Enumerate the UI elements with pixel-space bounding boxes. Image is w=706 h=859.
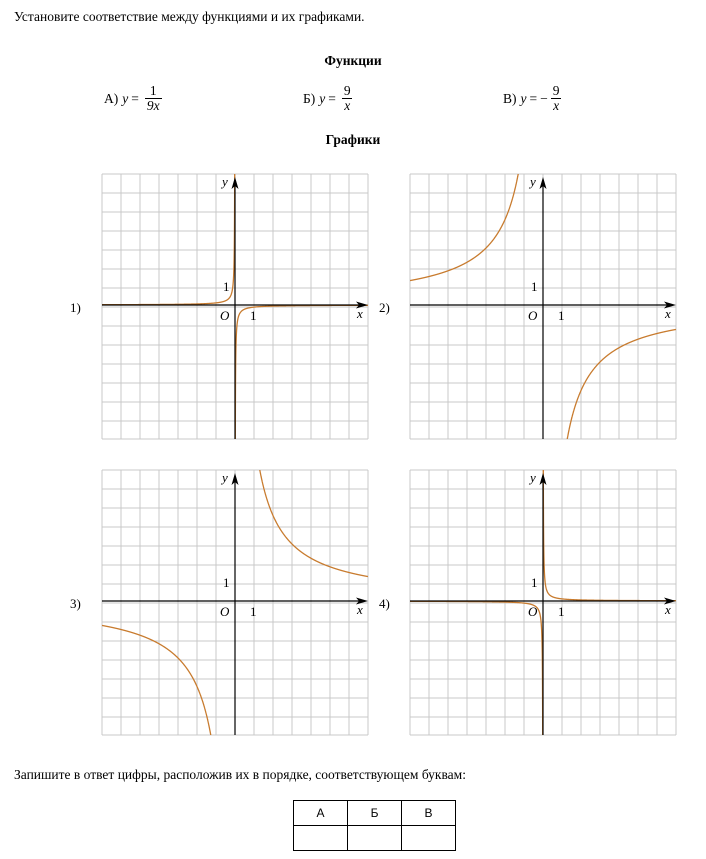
function-fraction — [342, 84, 353, 113]
function-b — [303, 84, 353, 113]
origin-label: O — [528, 604, 538, 619]
origin-label: O — [220, 308, 230, 323]
graph-4-label: 4) — [379, 596, 390, 611]
task-text: Установите соответствие между функциями и их графиками. — [14, 9, 365, 24]
y-tick-label: 1 — [531, 279, 538, 294]
graph-2 — [410, 174, 676, 439]
function-y: y — [122, 90, 129, 106]
graph-3 — [102, 470, 368, 735]
y-axis-label: y — [222, 470, 228, 485]
fraction-numerator: 9 — [552, 83, 560, 98]
x-tick-label: 1 — [558, 308, 565, 323]
function-letter: В) — [503, 90, 517, 106]
function-sign: − — [540, 90, 548, 106]
origin-label: O — [528, 308, 538, 323]
fraction-numerator: 9 — [343, 83, 351, 98]
y-tick-label: 1 — [223, 279, 230, 294]
function-letter: А) — [104, 90, 119, 106]
function-y: y — [319, 90, 326, 106]
y-tick-label: 1 — [531, 575, 538, 590]
graph-1-label: 1) — [70, 300, 81, 315]
fraction-denominator: x — [553, 98, 560, 114]
origin-label: O — [220, 604, 230, 619]
x-tick-label: 1 — [250, 308, 257, 323]
y-axis-label: y — [530, 470, 536, 485]
function-a — [104, 84, 162, 113]
function-fraction — [145, 84, 162, 113]
graph-1 — [102, 174, 368, 439]
answer-cell-c[interactable] — [402, 826, 456, 851]
answer-table — [293, 800, 456, 851]
y-axis-label: y — [530, 174, 536, 189]
instruction-text: Запишите в ответ цифры, расположив их в порядке, соответствующем буквам: — [14, 767, 466, 782]
answer-header-b: Б — [348, 801, 402, 826]
x-axis-label: x — [665, 306, 671, 321]
x-axis-label: x — [357, 602, 363, 617]
x-tick-label: 1 — [250, 604, 257, 619]
y-axis-label: y — [222, 174, 228, 189]
answer-header-a: А — [294, 801, 348, 826]
x-axis-label: x — [665, 602, 671, 617]
function-eq: = — [529, 90, 538, 106]
answer-input-row — [294, 826, 456, 851]
function-fraction — [551, 84, 562, 113]
answer-cell-b[interactable] — [348, 826, 402, 851]
function-eq: = — [328, 90, 336, 106]
answer-header-row — [294, 801, 456, 826]
fraction-numerator: 1 — [149, 83, 157, 98]
function-y: y — [520, 90, 527, 106]
fraction-denominator: x — [344, 98, 351, 114]
function-letter: Б) — [303, 90, 316, 106]
hyperbola-branch-left — [102, 0, 235, 305]
answer-header-c: В — [402, 801, 456, 826]
functions-heading: Функции — [324, 53, 382, 68]
x-tick-label: 1 — [558, 604, 565, 619]
answer-cell-a[interactable] — [294, 826, 348, 851]
x-axis-label: x — [357, 306, 363, 321]
fraction-denominator: 9x — [146, 98, 160, 114]
graph-2-label: 2) — [379, 300, 390, 315]
graph-3-label: 3) — [70, 596, 81, 611]
y-tick-label: 1 — [223, 575, 230, 590]
function-eq: = — [131, 90, 139, 106]
graphs-heading: Графики — [325, 132, 381, 147]
function-c — [503, 84, 562, 113]
graph-4 — [410, 470, 676, 735]
